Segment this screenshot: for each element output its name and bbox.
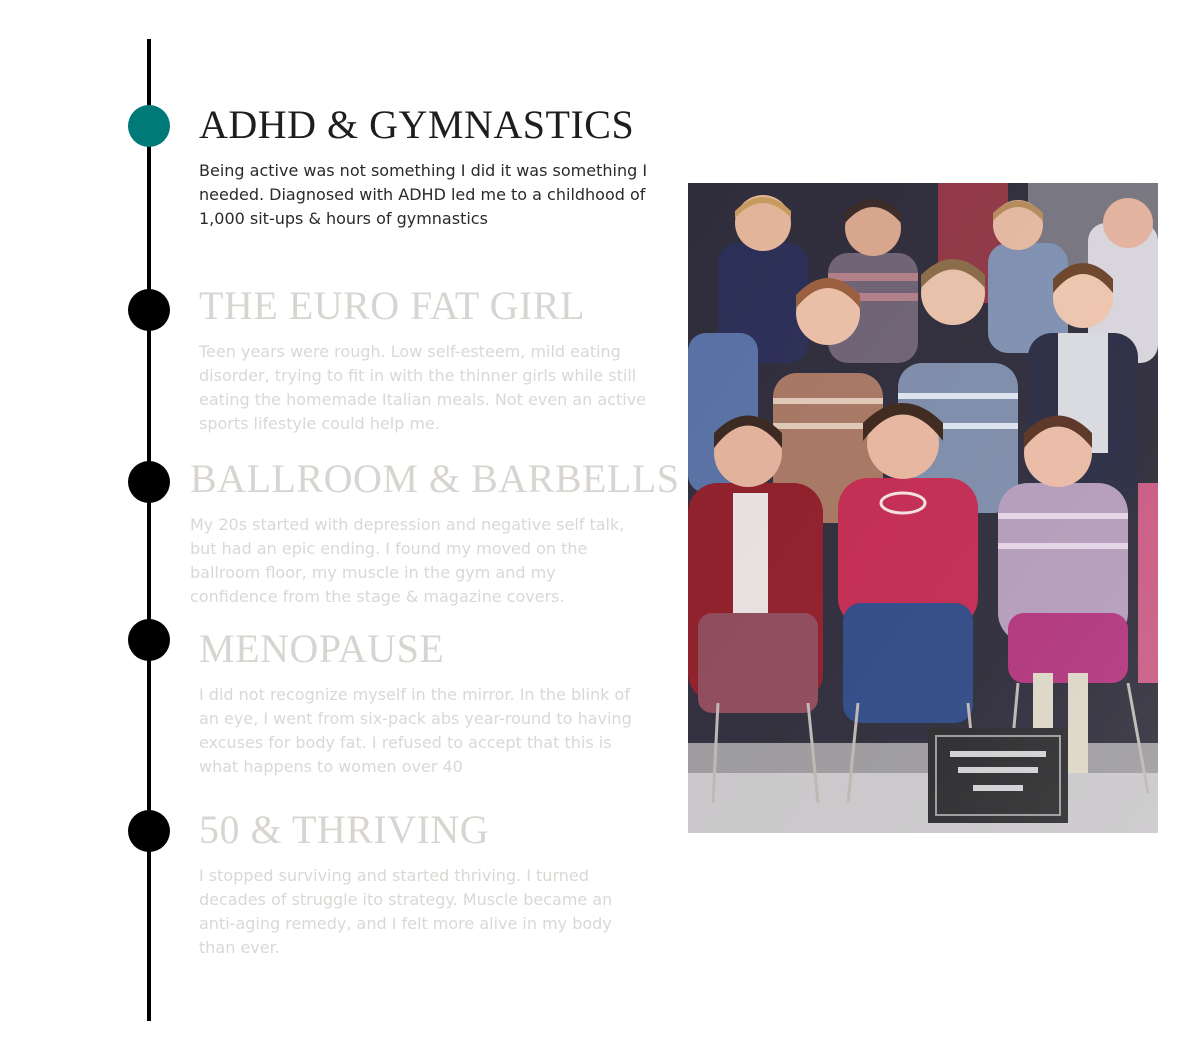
timeline-dot-adhd[interactable]	[128, 105, 170, 147]
milestone-title: ADHD & GYMNASTICS	[199, 102, 635, 147]
milestone-euro-fat-girl	[199, 282, 669, 436]
milestone-text: I did not recognize myself in the mirror. In the blink of an eye, I went from six-pack abs year-round to having excuses for body fat. I refused to accept that this is what happens to women over 40	[199, 685, 632, 776]
timeline-dot-menopause[interactable]	[128, 619, 170, 661]
class-photo	[688, 183, 1158, 833]
milestone-title: 50 & THRIVING	[199, 807, 490, 852]
timeline-dot-euro-fat-girl[interactable]	[128, 289, 170, 331]
milestone-text: Being active was not something I did it was something I needed. Diagnosed with ADHD led me to a childhood of 1,000 sit-ups & hours of gymnastics	[199, 161, 648, 228]
milestone-title: BALLROOM & BARBELLS	[190, 456, 680, 501]
milestone-text: My 20s started with depression and negative self talk, but had an epic ending. I found my moved on the ballroom floor, my muscle in the gym and my confidence from the stage & magazine covers.	[190, 515, 625, 606]
timeline-dot-ballroom[interactable]	[128, 461, 170, 503]
milestone-ballroom	[190, 455, 680, 609]
milestone-text: Teen years were rough. Low self-esteem, mild eating disorder, trying to fit in with the thinner girls while still eating the homemade Italian meals. Not even an active sports lifestyle could help me.	[199, 342, 646, 433]
class-photo-image	[688, 183, 1158, 833]
milestone-thriving	[199, 806, 669, 960]
timeline-dot-thriving[interactable]	[128, 810, 170, 852]
milestone-title: THE EURO FAT GIRL	[199, 283, 585, 328]
milestone-menopause	[199, 625, 669, 779]
milestone-title: MENOPAUSE	[199, 626, 445, 671]
milestone-adhd	[199, 101, 669, 231]
timeline-line	[147, 39, 151, 1021]
milestone-text: I stopped surviving and started thriving. I turned decades of struggle ito strategy. Muscle became an anti-aging remedy, and I felt more alive in my body than ever.	[199, 866, 613, 957]
